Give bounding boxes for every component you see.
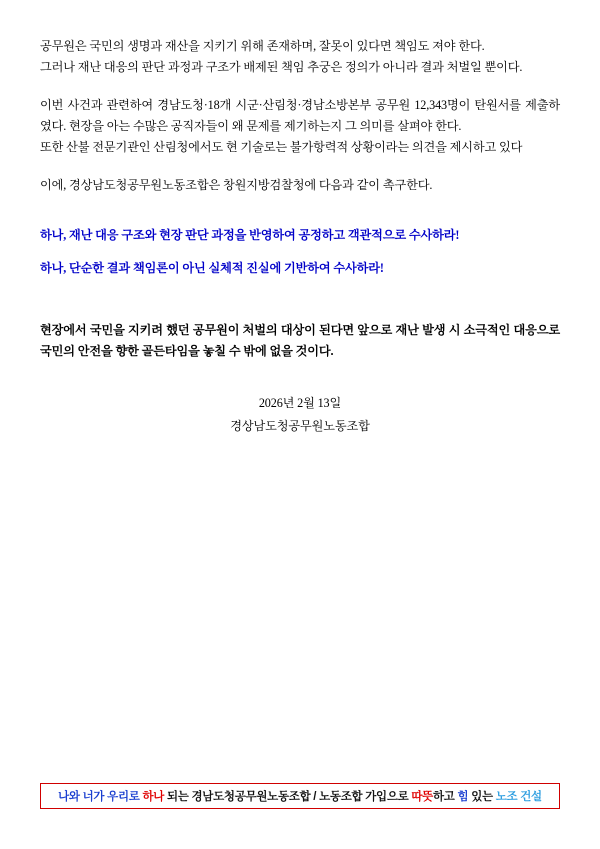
- paragraph-3: 이번 사건과 관련하여 경남도청·18개 시군·산림청·경남소방본부 공무원 12,343명이 탄원서를 제출하였다. 현장을 아는 수많은 공직자들이 왜 문제를 제기하는지 그 의미를 살펴야 한다.: [40, 97, 560, 133]
- document-body: [40, 36, 560, 438]
- footer-segment-6: 있는: [468, 791, 496, 803]
- closing-statement: 현장에서 국민을 지키려 했던 공무원이 처벌의 대상이 된다면 앞으로 재난 발생 시 소극적인 대응으로 국민의 안전을 향한 골든타임을 놓칠 수 밖에 없을 것이다.: [40, 322, 560, 358]
- paragraph-5: 이에, 경상남도청공무원노동조합은 창원지방검찰청에 다음과 같이 촉구한다.: [40, 177, 433, 192]
- paragraph-spacer: [40, 78, 560, 95]
- footer-segment-0: 나와 너가 우리로: [58, 791, 143, 803]
- demand-item-1: 하나, 재난 대응 구조와 현장 판단 과정을 반영하여 공정하고 객관적으로 수사하라!: [40, 228, 460, 243]
- paragraph-1: 공무원은 국민의 생명과 재산을 지키기 위해 존재하며, 잘못이 있다면 책임도 져야 한다.: [40, 39, 485, 53]
- footer-segment-7: 노조 건설: [495, 791, 542, 803]
- paragraph-spacer: [40, 196, 560, 213]
- footer-segment-1: 하나: [142, 791, 165, 803]
- footer-banner: [40, 783, 560, 809]
- paragraph-spacer: [40, 158, 560, 175]
- footer-segment-5: 힘: [457, 791, 469, 803]
- paragraph-4: 또한 산불 전문기관인 산림청에서도 현 기술로는 불가항력적 상황이라는 의견을 제시하고 있다: [40, 139, 523, 154]
- signature-organization: 경상남도청공무원노동조합: [230, 418, 370, 433]
- footer-text: [58, 791, 542, 803]
- footer-segment-4: 하고: [432, 791, 458, 803]
- signature-block: [40, 392, 560, 438]
- demand-item-2: 하나, 단순한 결과 책임론이 아닌 실체적 진실에 기반하여 수사하라!: [40, 261, 384, 276]
- signature-date: 2026년 2월 13일: [258, 395, 342, 410]
- paragraph-2: 그러나 재난 대응의 판단 과정과 구조가 배제된 책임 추궁은 정의가 아니라 결과 처벌일 뿐이다.: [40, 59, 523, 74]
- footer-segment-3: 따뜻: [411, 791, 433, 803]
- paragraph-spacer: [40, 291, 560, 307]
- footer-segment-2: 되는 경남도청공무원노동조합 / 노동조합 가입으로: [164, 791, 412, 803]
